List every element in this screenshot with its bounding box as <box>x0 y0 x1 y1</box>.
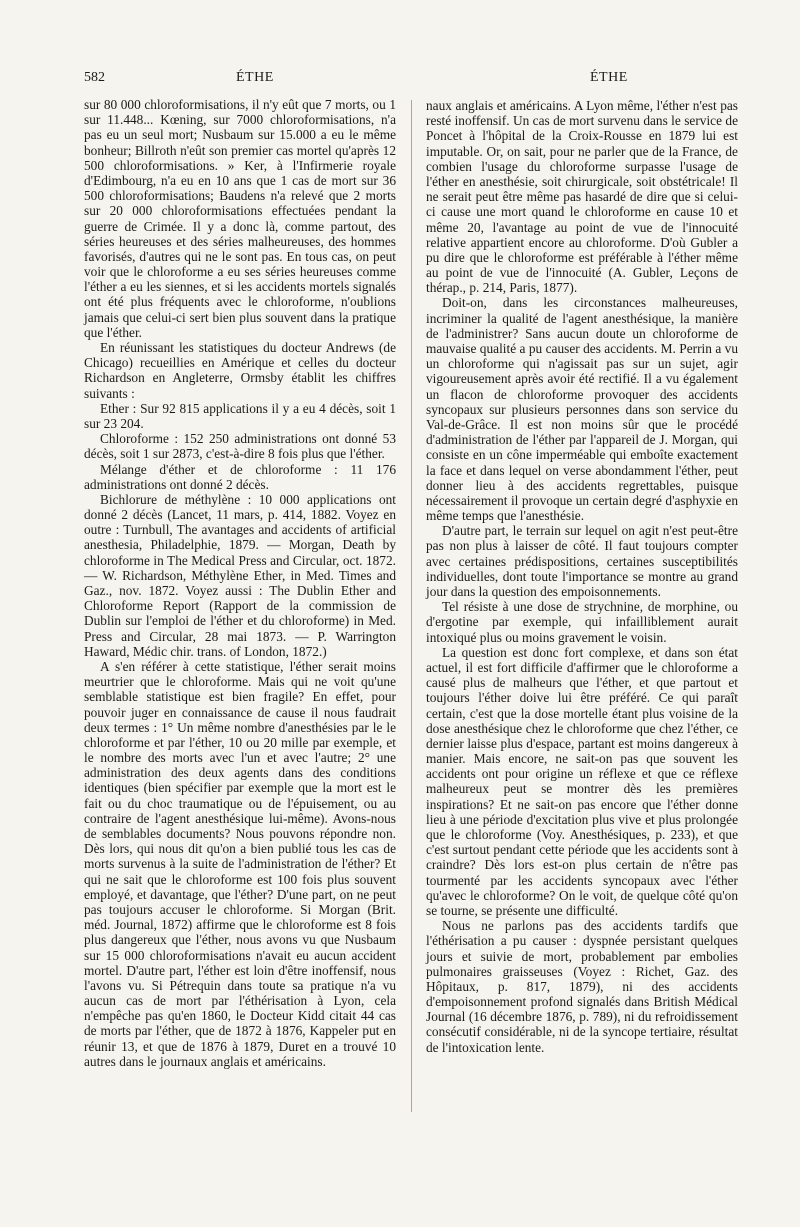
column-divider <box>411 100 412 1112</box>
page-number: 582 <box>84 70 105 85</box>
running-head-right: ÉTHE <box>590 70 628 85</box>
paragraph: Bichlorure de méthylène : 10 000 applications ont donné 2 décès (Lancet, 11 mars, p. 414, 1882. Voyez en outre : Turnbull, The avantages and accidents of artificial anesthesia, Philadelphie, 1879. — Morgan, Death by chloroforme in The Medical Press and Circular, oct. 1872. — W. Richardson, Méthylène Ether, in Med. Times and Gaz., nov. 1872. Voyez aussi : The Dublin Ether and Chloroforme Report (Rapport de la commission de Dublin sur l'emploi de l'éther et du chloroforme) in Med. Press and Circular, 28 mai 1873. — P. Warrington Haward, Médic chir. trans. of London, 1872.) <box>84 491 396 659</box>
right-column <box>426 98 738 1055</box>
paragraph: Mélange d'éther et de chloroforme : 11 176 administrations ont donné 2 décès. <box>84 461 396 492</box>
running-head-left: ÉTHE <box>236 70 274 85</box>
left-column <box>84 97 396 1069</box>
paragraph: A s'en référer à cette statistique, l'éther serait moins meurtrier que le chloroforme. Mais qui ne voit qu'une semblable statistique est bien fragile? En effet, pour pouvoir juger en connaissance de cause il nous faudrait deux termes : 1° Un même nombre d'anesthésies par le le chloroforme et par l'éther, 10 ou 20 mille par exemple, et le nombre des morts avec l'un et avec l'autre; 2° une administration des deux agents dans des conditions identiques (bien spécifier par exemple que la mort est le fait ou du choc traumatique ou de l'épuisement, ou au contraire de l'agent anesthésique lui-même). Avons-nous de semblables documents? Nous pouvons répondre non. Dès lors, qui nous dit qu'on a bien publié tous les cas de morts survenus à la suite de l'administration de l'éther? Et qui ne sait que le chloroforme est 100 fois plus souvent employé, et davantage, que l'éther? D'une part, on ne peut pas toujours accuser le chloroforme. Si Morgan (Brit. méd. Journal, 1872) affirme que le chloroforme est 8 fois plus dangereux que l'éther, nous avons vu que Nusbaum sur 15 000 chloroformisations n'avait eu aucun accident mortel. D'autre part, l'éther est loin d'être inoffensif, nous l'avons vu. Si Pétrequin dans toute sa pratique n'a vu aucun cas de mort par l'éthérisation à Lyon, cela n'empêche pas qu'en 1860, le Docteur Kidd citait 44 cas de morts par l'éther, que de 1872 à 1876, Kappeler put en réunir 13, et que de 1876 à 1879, Duret en a trouvé 10 autres dans le journaux anglais et américains. <box>84 658 396 1069</box>
paragraph: Doit-on, dans les circonstances malheureuses, incriminer la qualité de l'agent anesthésique, la manière de l'administrer? Sans aucun doute un chloroforme de mauvaise qualité a pu causer des accidents. M. Perrin a vu un chloroforme qui n'agissait pas sur un sujet, agir vigoureusement après avoir été rectifié. Il a vu également un flacon de chloroforme provoquer des accidents syncopaux sur plusieurs personnes dans son service du Val-de-Grâce. Il est non moins sûr que le procédé d'administration de l'éther par l'appareil de J. Morgan, qui consiste en un cône imperméable qui emboîte exactement la face et dans lequel on verse abondamment l'éther, peut donner lieu à des accidents regrettables, puisque nécessairement il provoque un certain degré d'asphyxie en même temps que l'anesthésie. <box>426 295 738 524</box>
paragraph: sur 80 000 chloroformisations, il n'y eût que 7 morts, ou 1 sur 11.448... Kœning, sur 7000 chloroformisations, n'a pas eu un seul mort; Nusbaum sur 15.000 a eu le même bonheur; Billroth n'eût son premier cas mortel qu'après 12 500 chloroformisations. » Ker, à l'Infirmerie royale d'Edimbourg, n'a eu en 10 ans que 1 cas de mort sur 36 500 chloroformisations; Baudens n'a relevé que 2 morts sur 20 000 chloroformisations effectuées pendant la guerre de Crimée. Il y a donc là, comme partout, des séries heureuses et des séries malheureuses, des hommes favorisés, d'autres qui ne le sont pas. En tous cas, on peut voir que le chloroforme a eu ses séries heureuses comme l'éther a eu les siennes, et si les accidents mortels signalés ont été plus fréquents avec le chloroforme, n'oublions jamais que celui-ci sert bien plus souvent dans la pratique que l'éther. <box>84 97 396 340</box>
paragraph: La question est donc fort complexe, et dans son état actuel, il est fort difficile d'affirmer que le chloroforme a causé plus de malheurs que l'éther, et que partout et toujours l'éther doive lui être préféré. Ce qui paraît certain, c'est que la dose mortelle étant plus voisine de la dose anesthésique chez le chloroforme que chez l'éther, ce dernier laisse plus d'espace, partant est moins dangereux à manier. Mais encore, ne sait-on pas que souvent les accidents ont pour origine un réflexe et que ce réflexe malheureux peut se montrer dès les premières inspirations? Et ne sait-on pas encore que l'éther donne lieu à une période d'excitation plus vive et plus prolongée que le chloroforme (Voy. Anesthésiques, p. 233), et que c'est surtout pendant cette période que les accidents sont à craindre? Dès lors est-on plus certain de n'être pas tourmenté par les accidents syncopaux avec l'éther qu'avec le chloroforme? On le voit, de quelque côté qu'on se tourne, se présente une difficulté. <box>426 644 738 918</box>
paragraph: Chloroforme : 152 250 administrations ont donné 53 décès, soit 1 sur 2873, c'est-à-dire 8 fois plus que l'éther. <box>84 431 396 462</box>
page-header <box>84 70 720 90</box>
paragraph: Ether : Sur 92 815 applications il y a eu 4 décès, soit 1 sur 23 204. <box>84 400 396 431</box>
paragraph: Nous ne parlons pas des accidents tardifs que l'éthérisation a pu causer : dyspnée persistant quelques jours et suivie de mort, probablement par embolies pulmonaires graisseuses (Voyez : Richet, Gaz. des Hôpitaux, p. 817, 1879), ni des accidents d'empoisonnement profond signalés dans British Médical Journal (16 décembre 1876, p. 789), ni du refroidissement consécutif considérable, ni de la syncope tertiaire, résultat de l'intoxication lente. <box>426 918 738 1055</box>
paragraph: naux anglais et américains. A Lyon même, l'éther n'est pas resté inoffensif. Un cas de mort survenu dans le service de Poncet à l'hôpital de la Croix-Rousse en 1879 lui est imputable. Or, on sait, pour ne parler que de la France, de combien l'usage du chloroforme surpasse l'usage de l'éther en anesthésie, soit chirurgicale, soit obstétricale! Il ne serait peut être même pas hasardé de dire que si celui-ci cause une mort quand le chloroforme en cause 10 et même 20, l'avantage au point de vue de l'innocuité relative appartient encore au chloroforme. D'où Gubler a pu dire que le chloroforme est préférable à l'éther même au point de vue de l'innocuité (A. Gubler, Leçons de thérap., p. 214, Paris, 1877). <box>426 98 738 296</box>
paragraph: En réunissant les statistiques du docteur Andrews (de Chicago) recueillies en Amérique et celles du docteur Richardson en Angleterre, Ormsby établit les chiffres suivants : <box>84 340 396 401</box>
paragraph: Tel résiste à une dose de strychnine, de morphine, ou d'ergotine par exemple, qui infailliblement aurait intoxiqué plus ou moins gravement le voisin. <box>426 599 738 645</box>
paragraph: D'autre part, le terrain sur lequel on agit n'est peut-être pas non plus à laisser de côté. Il faut toujours compter avec certaines prédispositions, certaines susceptibilités individuelles, dont toute l'importance se montre au grand jour dans la question des empoisonnements. <box>426 523 738 599</box>
